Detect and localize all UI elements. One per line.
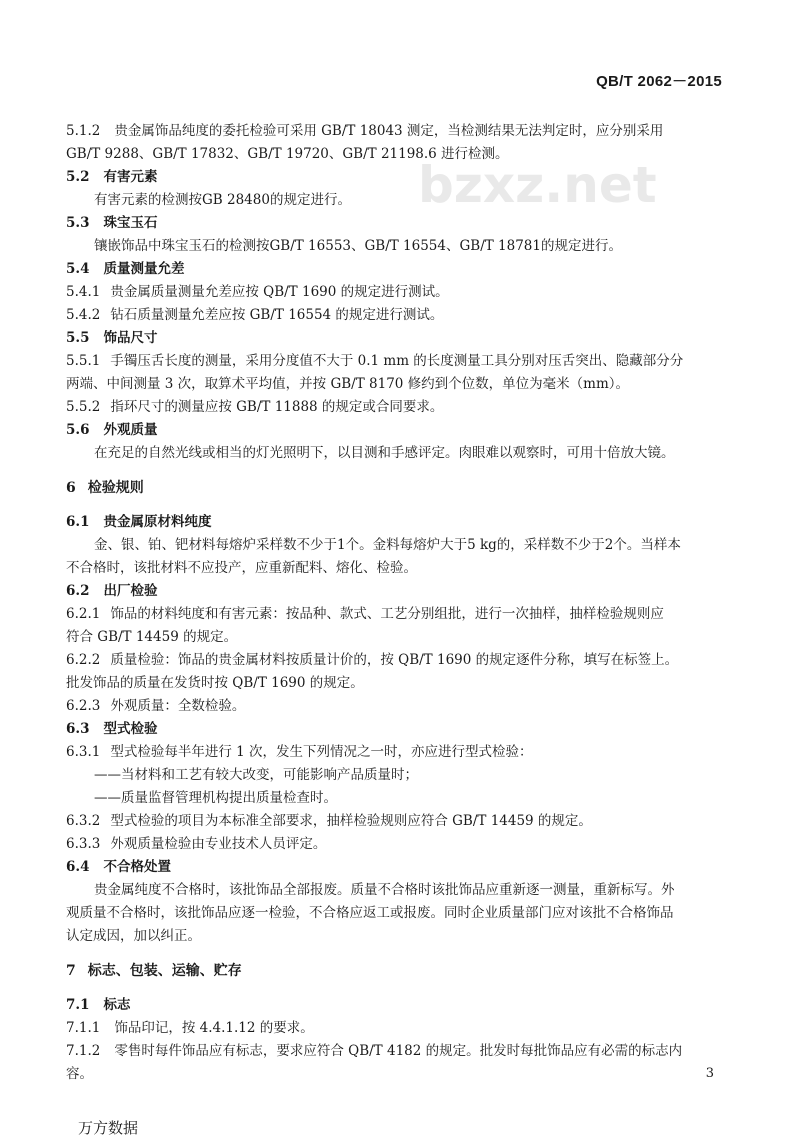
- paragraph-text: 有害元素的检测按GB 28480的规定进行。: [94, 192, 351, 208]
- clause-text: 外观质量：全数检验。: [110, 698, 246, 714]
- clause-text: 批发饰品的质量在发货时按 QB/T 1690 的规定。: [66, 675, 364, 691]
- clause-text: 饰品印记，按 4.4.1.12 的要求。: [114, 1020, 314, 1036]
- paragraph-text: 金、银、铂、钯材料每熔炉采样数不少于1个。金料每熔炉大于5 kg的，采样数不少于2个。当样本: [94, 537, 681, 553]
- clause-text: 型式检验每半年进行 1 次，发生下列情况之一时，亦应进行型式检验：: [110, 744, 533, 760]
- section-number: 6: [66, 480, 76, 496]
- heading-6-1: [66, 512, 212, 532]
- heading-title: 珠宝玉石: [103, 215, 158, 231]
- clause-number: 6.2.2: [66, 652, 101, 668]
- clause-number: 7.1.1: [66, 1020, 101, 1036]
- clause-6-2-2: [66, 650, 678, 670]
- paragraph-continuation: [66, 903, 674, 923]
- heading-5-2: [66, 167, 158, 187]
- section-6: [66, 478, 144, 498]
- paragraph-text: 观质量不合格时，该批饰品应逐一检验，不合格应返工或报废。同时企业质量部门应对该批不合格饰品: [66, 905, 674, 921]
- paragraph: [94, 236, 622, 256]
- section-number: 7: [66, 963, 76, 979]
- clause-text: 手镯压舌长度的测量，采用分度值不大于 0.1 mm 的长度测量工具分别对压舌突出、隐藏部分分: [110, 353, 684, 369]
- list-item: [94, 765, 418, 785]
- clause-number: 5.1.2: [66, 123, 101, 139]
- clause-6-3-1: [66, 742, 533, 762]
- heading-7-1: [66, 995, 131, 1015]
- clause-text: 质量检验：饰品的贵金属材料按质量计价的，按 QB/T 1690 的规定逐件分称，填写在标签上。: [110, 652, 679, 668]
- clause-text: 符合 GB/T 14459 的规定。: [66, 629, 238, 645]
- paragraph: [94, 443, 675, 463]
- clause-5-4-2: [66, 305, 443, 325]
- heading-5-6: [66, 420, 158, 440]
- section-title: 标志、包装、运输、贮存: [87, 963, 242, 979]
- section-title: 检验规则: [87, 480, 144, 496]
- heading-number: 7.1: [66, 997, 90, 1013]
- clause-5-1-2: [66, 121, 663, 141]
- clause-text: 两端、中间测量 3 次，取算术平均值，并按 GB/T 8170 修约到个位数，单位为毫米（mm）。: [66, 376, 630, 392]
- heading-title: 外观质量: [103, 422, 158, 438]
- heading-5-4: [66, 259, 185, 279]
- clause-text: 贵金属饰品纯度的委托检验可采用 GB/T 18043 测定，当检测结果无法判定时，应分别采用: [114, 123, 664, 139]
- clause-number: 6.3.2: [66, 813, 101, 829]
- clause-continuation: [66, 627, 237, 647]
- heading-6-2: [66, 581, 158, 601]
- clause-text: 型式检验的项目为本标准全部要求，抽样检验规则应符合 GB/T 14459 的规定。: [110, 813, 592, 829]
- heading-number: 5.4: [66, 261, 90, 277]
- heading-5-3: [66, 213, 158, 233]
- heading-number: 5.2: [66, 169, 90, 185]
- heading-number: 6.3: [66, 721, 90, 737]
- heading-5-5: [66, 328, 158, 348]
- heading-6-4: [66, 857, 171, 877]
- heading-number: 6.1: [66, 514, 90, 530]
- source-footer: 万方数据: [78, 1119, 139, 1137]
- heading-number: 6.4: [66, 859, 90, 875]
- clause-5-5-1: [66, 351, 683, 371]
- clause-6-3-2: [66, 811, 592, 831]
- clause-text: 外观质量检验由专业技术人员评定。: [110, 836, 327, 852]
- clause-5-5-2: [66, 397, 443, 417]
- clause-7-1-2: [66, 1041, 682, 1061]
- page-number: 3: [705, 1066, 714, 1081]
- paragraph-text: 镶嵌饰品中珠宝玉石的检测按GB/T 16553、GB/T 16554、GB/T 18781的规定进行。: [94, 238, 622, 254]
- clause-number: 6.3.1: [66, 744, 101, 760]
- paragraph-text: 在充足的自然光线或相当的灯光照明下，以目测和手感评定。肉眼难以观察时，可用十倍放大镜。: [94, 445, 675, 461]
- list-item-text: ——当材料和工艺有较大改变，可能影响产品质量时；: [94, 767, 418, 783]
- clause-6-2-3: [66, 696, 245, 716]
- clause-number: 5.5.2: [66, 399, 101, 415]
- clause-number: 5.5.1: [66, 353, 101, 369]
- clause-text: 贵金属质量测量允差应按 QB/T 1690 的规定进行测试。: [110, 284, 449, 300]
- svg-text:bzxz.net: bzxz.net: [418, 156, 657, 214]
- list-item: [94, 788, 337, 808]
- heading-number: 5.6: [66, 422, 90, 438]
- clause-number: 5.4.1: [66, 284, 101, 300]
- clause-text: 饰品的材料纯度和有害元素：按品种、款式、工艺分别组批，进行一次抽样，抽样检验规则应: [110, 606, 664, 622]
- heading-title: 质量测量允差: [103, 261, 185, 277]
- paragraph-continuation: [66, 558, 417, 578]
- heading-6-3: [66, 719, 158, 739]
- clause-text: GB/T 9288、GB/T 17832、GB/T 19720、GB/T 21198.6 进行检测。: [66, 146, 509, 162]
- clause-text: 容。: [66, 1066, 93, 1082]
- heading-title: 有害元素: [103, 169, 158, 185]
- clause-number: 6.2.1: [66, 606, 101, 622]
- clause-number: 5.4.2: [66, 307, 101, 323]
- clause-text: 零售时每件饰品应有标志，要求应符合 QB/T 4182 的规定。批发时每批饰品应有必需的标志内: [114, 1043, 683, 1059]
- heading-number: 5.3: [66, 215, 90, 231]
- clause-continuation: [66, 673, 364, 693]
- paragraph: [94, 190, 351, 210]
- paragraph-text: 不合格时，该批材料不应投产，应重新配料、熔化、检验。: [66, 560, 417, 576]
- heading-title: 不合格处置: [103, 859, 171, 875]
- paragraph-continuation: [66, 926, 201, 946]
- heading-number: 5.5: [66, 330, 90, 346]
- heading-number: 6.2: [66, 583, 90, 599]
- clause-7-1-1: [66, 1018, 314, 1038]
- clause-continuation: [66, 1064, 93, 1084]
- clause-text: 指环尺寸的测量应按 GB/T 11888 的规定或合同要求。: [110, 399, 444, 415]
- paragraph-text: 认定成因，加以纠正。: [66, 928, 201, 944]
- clause-text: 钻石质量测量允差应按 GB/T 16554 的规定进行测试。: [110, 307, 444, 323]
- clause-number: 6.2.3: [66, 698, 101, 714]
- heading-title: 饰品尺寸: [103, 330, 158, 346]
- standard-number-header: QB/T 2062－2015: [596, 73, 722, 90]
- clause-6-2-1: [66, 604, 664, 624]
- clause-6-3-3: [66, 834, 326, 854]
- clause-number: 7.1.2: [66, 1043, 101, 1059]
- section-7: [66, 961, 242, 981]
- heading-title: 出厂检验: [103, 583, 158, 599]
- clause-5-4-1: [66, 282, 449, 302]
- clause-continuation: [66, 144, 509, 164]
- paragraph: [94, 535, 681, 555]
- paragraph: [94, 880, 675, 900]
- heading-title: 型式检验: [103, 721, 158, 737]
- heading-title: 贵金属原材料纯度: [103, 514, 212, 530]
- list-item-text: ——质量监督管理机构提出质量检查时。: [94, 790, 337, 806]
- paragraph-text: 贵金属纯度不合格时，该批饰品全部报废。质量不合格时该批饰品应重新逐一测量，重新标写。外: [94, 882, 675, 898]
- clause-continuation: [66, 374, 629, 394]
- heading-title: 标志: [103, 997, 131, 1013]
- clause-number: 6.3.3: [66, 836, 101, 852]
